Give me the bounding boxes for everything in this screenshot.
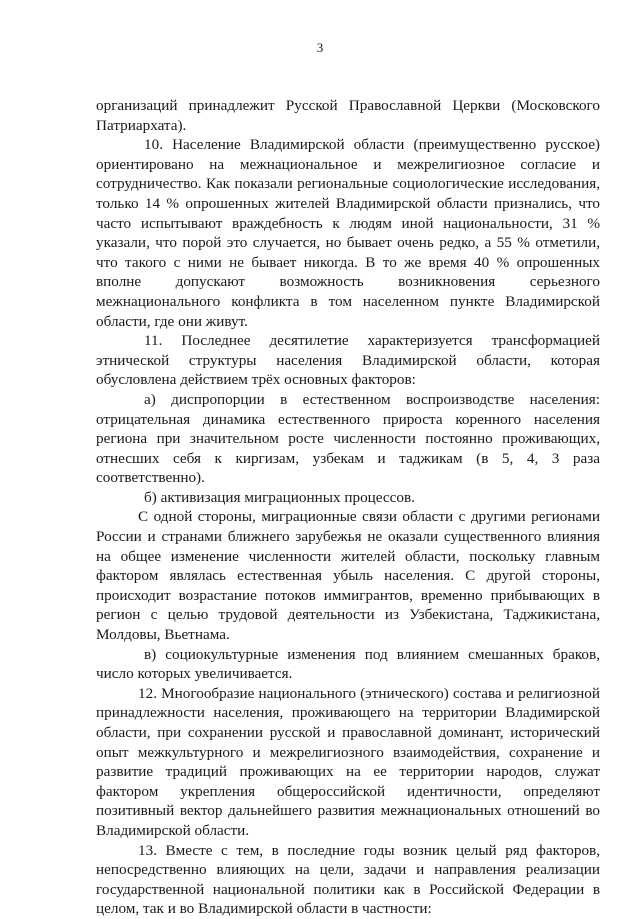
text-line: С одной стороны, миграционные связи области с другими регионами	[138, 508, 600, 526]
text-line: что такого с ними не бывает никогда. В то же время 40 % опрошенных	[96, 253, 600, 271]
text-line: отрицательная динамика естественного прироста коренного населения	[96, 410, 600, 428]
text-line: происходит возрастание потоков иммигрантов, временно прибывающих в	[96, 586, 600, 604]
text-line: Молдовы, Вьетнама.	[96, 626, 230, 644]
text-line: Патриархата).	[96, 116, 187, 134]
text-line: 13. Вместе с тем, в последние годы возник целый ряд факторов,	[138, 841, 600, 859]
text-line: число которых увеличивается.	[96, 665, 293, 683]
text-line: позитивный вектор дальнейшего развития межнациональных отношений во	[96, 802, 600, 820]
text-line: 10. Население Владимирской области (преимущественно русское)	[144, 136, 600, 154]
text-line: непосредственно влияющих на цели, задачи и направления реализации	[96, 861, 600, 879]
text-line: организаций принадлежит Русской Православной Церкви (Московского	[96, 97, 600, 114]
text-line: б) активизация миграционных процессов.	[144, 488, 415, 506]
text-line: в) социокультурные изменения под влиянием смешанных браков,	[144, 645, 600, 663]
text-line: часто испытывают враждебность к людям иной национальности, 31 %	[96, 214, 600, 232]
text-line: 11. Последнее десятилетие характеризуется трансформацией	[144, 332, 600, 350]
text-line: развитие традиций проживающих на ее территории народов, служат	[96, 763, 600, 781]
text-line: вполне допускают возможность возникновения серьезного	[96, 273, 600, 291]
page-number: 3	[316, 40, 324, 55]
text-line: целом, так и во Владимирской области в частности:	[96, 900, 432, 918]
text-line: этнической структуры населения Владимирской области, которая	[96, 351, 600, 369]
text-line: фактором укрепления общероссийской идентичности, определяют	[96, 782, 600, 800]
text-line: 12. Многообразие национального (этнического) состава и религиозной	[138, 684, 600, 702]
text-line: фактором являлась естественная убыль населения. С другой стороны,	[96, 567, 600, 585]
text-line: ориентировано на межнациональное и межрелигиозное согласие и	[96, 155, 600, 173]
text-line: только 14 % опрошенных жителей Владимирской области признались, что	[96, 194, 600, 212]
text-line: принадлежности населения, проживающего на территории Владимирской	[96, 704, 600, 722]
text-line: межнационального конфликта в том населенном пункте Владимирской	[96, 292, 600, 310]
text-line: на общее изменение численности жителей области, поскольку главным	[96, 547, 600, 565]
text-line: России и странами ближнего зарубежья не оказали существенного влияния	[96, 528, 600, 546]
text-line: опыт межкультурного и межрелигиозного взаимодействия, сохранение и	[96, 743, 600, 761]
document-body	[96, 96, 600, 919]
text-line: Владимирской области.	[96, 821, 250, 839]
text-line: обусловлена действием трёх основных факторов:	[96, 371, 416, 389]
text-line: государственной национальной политики как в Российской Федерации в	[96, 880, 600, 898]
text-line: соответственно).	[96, 469, 205, 487]
text-line: а) диспропорции в естественном воспроизводстве населения:	[144, 390, 600, 408]
text-line: области, где они живут.	[96, 312, 248, 330]
text-line: отнесших себя к киргизам, узбекам и таджикам (в 5, 4, 3 раза	[96, 449, 600, 467]
text-line: региона при значительном росте численности постоянно проживающих,	[96, 430, 600, 448]
text-line: регион с целью трудовой деятельности из Узбекистана, Таджикистана,	[96, 606, 600, 624]
text-line: области, при сохранении русской и православной доминант, исторический	[96, 724, 600, 741]
text-line: сотрудничество. Как показали региональные социологические исследования,	[96, 175, 600, 193]
text-line: указали, что порой это случается, но бывает очень редко, а 55 % отметили,	[96, 234, 600, 252]
